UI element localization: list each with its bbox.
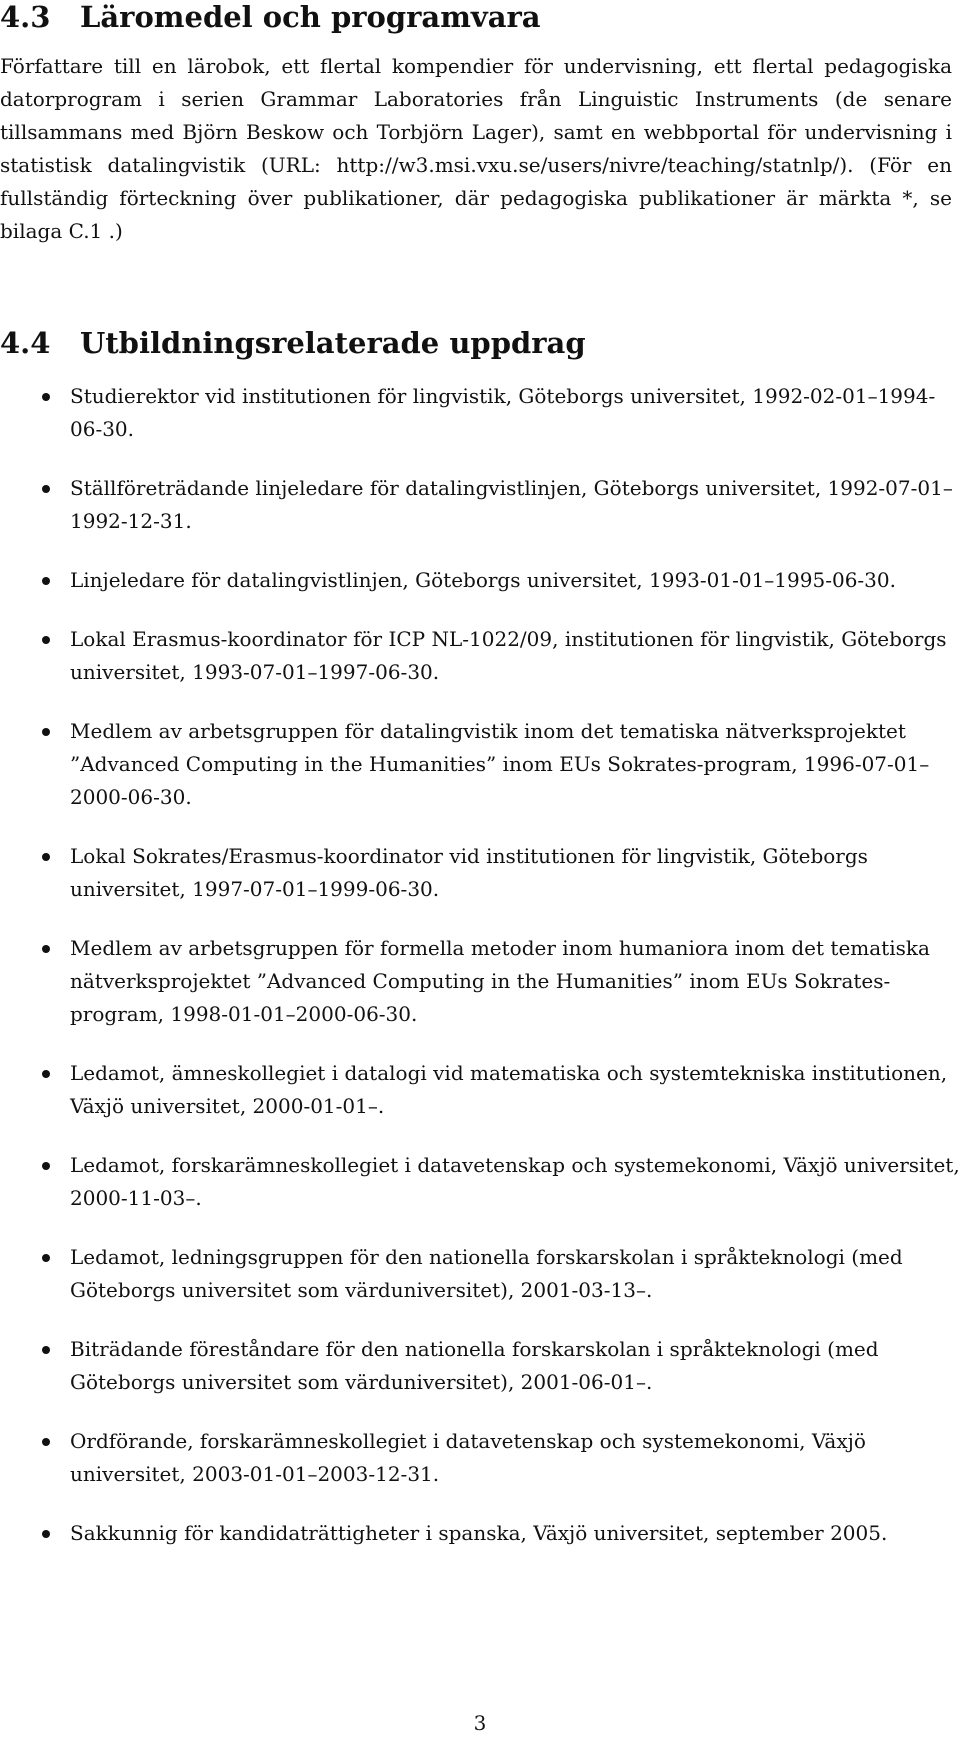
list-item-text: Studierektor vid institutionen för lingvistik, Göteborgs universitet, 1992-02-01–1994-06-30. [70,384,936,441]
list-item [0,1149,960,1215]
section-4-3-paragraph [0,50,952,248]
section-number: 4.3 [0,0,51,34]
paragraph-text-start: Författare till en lärobok, ett flertal kompendier för undervisning, ett flertal pedagogiska datorprogram i serien Grammar Laboratories från Linguistic Instruments (de senare tillsammans med Björn Beskow och Torbjörn Lager), samt en webbportal för undervisning i statistisk datalingvistik (URL: [0,54,952,177]
list-item [0,715,960,814]
section-number: 4.4 [0,326,51,360]
page-number: 3 [473,1711,487,1735]
bullet-icon [42,636,50,644]
list-item [0,1517,960,1550]
list-item-text: Linjeledare för datalingvistlinjen, Göteborgs universitet, 1993-01-01–1995-06-30. [70,568,896,592]
bullet-icon [42,485,50,493]
bullet-icon [42,1346,50,1354]
list-item [0,380,960,446]
list-item [0,1333,960,1399]
list-item-text: Ordförande, forskarämneskollegiet i datavetenskap och systemekonomi, Växjö universitet, 2003-01-01–2003-12-31. [70,1429,866,1486]
bullet-icon [42,1070,50,1078]
bullet-icon [42,853,50,861]
list-item-text: Ledamot, ämneskollegiet i datalogi vid matematiska och systemtekniska institutionen, Växjö universitet, 2000-01-01–. [70,1061,948,1118]
bullet-icon [42,393,50,401]
list-item [0,623,960,689]
list-item-text: Lokal Erasmus-koordinator för ICP NL-1022/09, institutionen för lingvistik, Göteborgs universitet, 1993-07-01–1997-06-30. [70,627,947,684]
bullet-icon [42,577,50,585]
section-title: Läromedel och programvara [80,0,541,34]
list-item [0,564,960,597]
list-item-text: Ledamot, forskarämneskollegiet i datavetenskap och systemekonomi, Växjö universitet, 2000-11-03–. [70,1153,960,1210]
section-title: Utbildningsrelaterade uppdrag [80,326,586,360]
bullet-icon [42,945,50,953]
list-item-text: Medlem av arbetsgruppen för formella metoder inom humaniora inom det tematiska nätverksprojektet ”Advanced Computing in the Humanities” inom EUs Sokrates-program, 1998-01-01–2000-06-30. [70,936,930,1026]
bullet-icon [42,1254,50,1262]
bullet-icon [42,1162,50,1170]
list-item [0,932,960,1031]
paragraph-text-end: ). (För en fullständig förteckning över publikationer, där pedagogiska publikationer är märkta *, se bilaga C.1 .) [0,153,952,243]
list-item-text: Ledamot, ledningsgruppen för den nationella forskarskolan i språkteknologi (med Göteborgs universitet som värduniversitet), 2001-03-13–. [70,1245,903,1302]
list-item-text: Medlem av arbetsgruppen för datalingvistik inom det tematiska nätverksprojektet ”Advanced Computing in the Humanities” inom EUs Sokrates-program, 1996-07-01–2000-06-30. [70,719,930,809]
section-heading-4-3 [0,0,541,34]
list-item [0,1057,960,1123]
list-item-text: Ställföreträdande linjeledare för datalingvistlinjen, Göteborgs universitet, 1992-07-01–1992-12-31. [70,476,953,533]
list-item [0,1241,960,1307]
list-item-text: Biträdande föreståndare för den nationella forskarskolan i språkteknologi (med Göteborgs universitet som värduniversitet), 2001-06-01–. [70,1337,879,1394]
assignment-list [0,380,960,1576]
list-item [0,840,960,906]
section-heading-4-4 [0,326,586,360]
list-item [0,472,960,538]
bullet-icon [42,1530,50,1538]
portal-url: http://w3.msi.vxu.se/users/nivre/teaching/statnlp/ [336,153,840,177]
bullet-icon [42,1438,50,1446]
list-item [0,1425,960,1491]
list-item-text: Sakkunnig för kandidaträttigheter i spanska, Växjö universitet, september 2005. [70,1521,888,1545]
list-item-text: Lokal Sokrates/Erasmus-koordinator vid institutionen för lingvistik, Göteborgs universitet, 1997-07-01–1999-06-30. [70,844,868,901]
bullet-icon [42,728,50,736]
